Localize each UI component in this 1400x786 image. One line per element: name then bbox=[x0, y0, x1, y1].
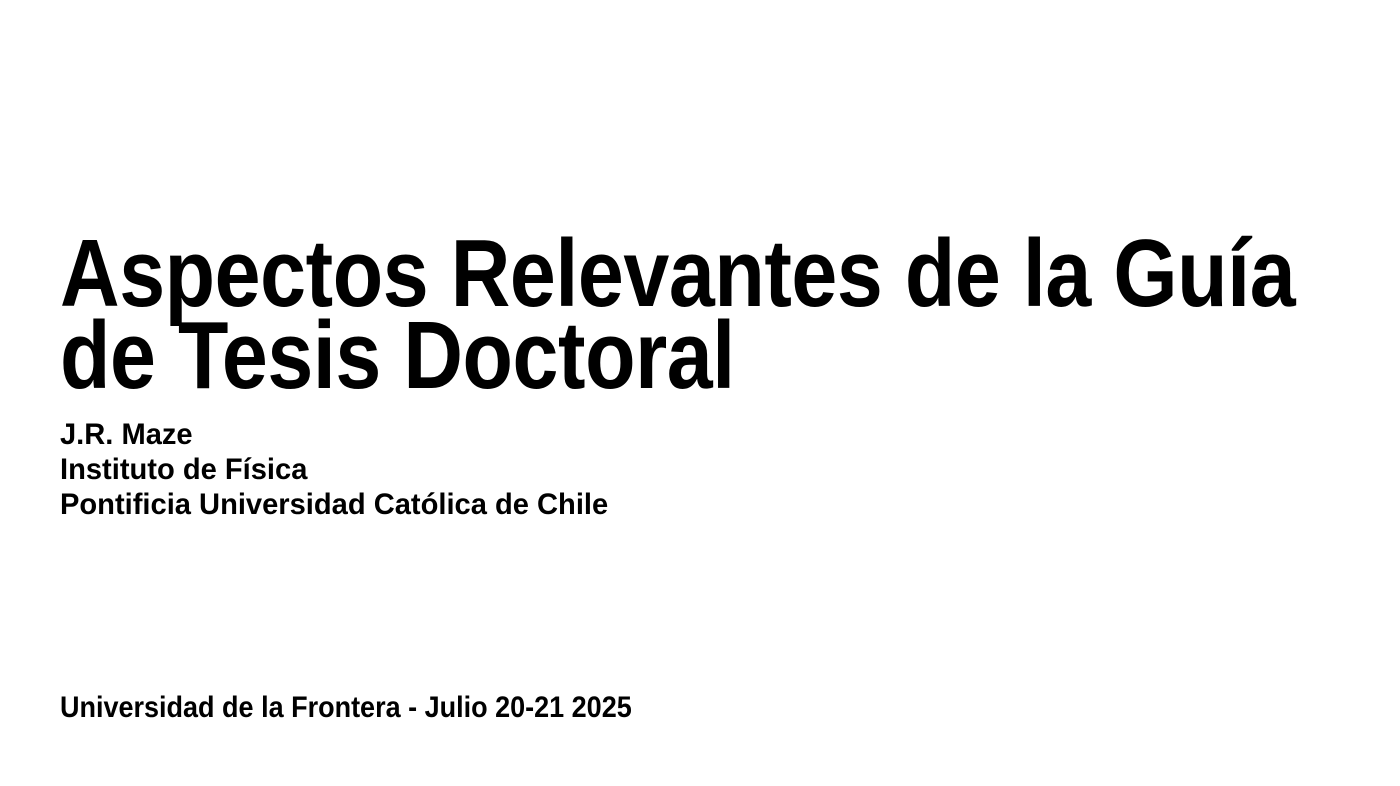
slide-subtitle bbox=[60, 417, 608, 522]
institute-name: Instituto de Física bbox=[60, 453, 308, 486]
slide-title-line-2: de Tesis Doctoral bbox=[60, 302, 735, 409]
slide-title-line-1: Aspectos Relevantes de la Guía bbox=[60, 220, 1296, 327]
slide-title bbox=[60, 220, 1296, 409]
university-name: Pontificia Universidad Católica de Chile bbox=[60, 488, 609, 521]
author-name: J.R. Maze bbox=[60, 418, 193, 451]
event-location-date: Universidad de la Frontera - Julio 20-21 2025 bbox=[60, 691, 632, 724]
event-footer bbox=[60, 690, 632, 725]
